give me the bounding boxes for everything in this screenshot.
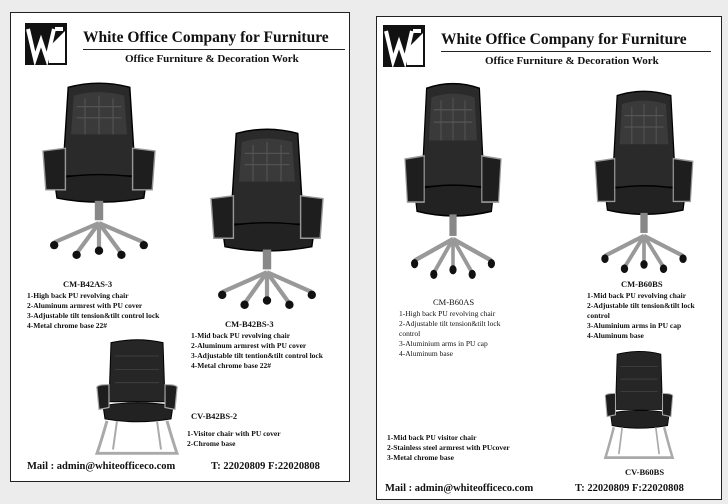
contact-email: Mail : admin@whiteofficeco.com <box>27 461 176 472</box>
feature-line: 4-Aluminum base <box>399 349 453 358</box>
product-features <box>387 433 510 463</box>
chair-photo-cv-b60bs <box>597 347 681 463</box>
product-code: CV-B42BS-2 <box>191 411 238 421</box>
header-divider <box>83 49 345 50</box>
product-features <box>587 291 695 341</box>
contact-email: Mail : admin@whiteofficeco.com <box>385 483 534 494</box>
product-code: CV-B60BS <box>625 467 665 477</box>
chair-photo-cm-b60bs <box>583 87 705 273</box>
feature-line: 2-Adjustable tilt tension&tilt lock <box>587 301 695 310</box>
brochure-page-left <box>10 12 350 482</box>
feature-line: 1-High back PU revolving chair <box>399 309 496 318</box>
chair-photo-cm-b42as-3 <box>29 79 169 259</box>
product-features <box>399 309 500 359</box>
product-code: CM-B60AS <box>433 297 475 307</box>
feature-line: control <box>587 311 610 320</box>
product-features <box>187 429 281 449</box>
company-name: White Office Company for Furniture <box>83 29 329 46</box>
product-features <box>191 331 323 371</box>
feature-line: 2-Aluminum armrest with PU cover <box>27 301 143 310</box>
feature-line: 1-Mid back PU visitor chair <box>387 433 477 442</box>
company-tagline: Office Furniture & Decoration Work <box>125 53 299 65</box>
feature-line: 1-Mid back PU revolving chair <box>587 291 687 300</box>
company-logo <box>25 23 67 65</box>
feature-line: 4-Aluminum base <box>587 331 644 340</box>
feature-line: 1-High back PU revolving chair <box>27 291 129 300</box>
brochure-page-right <box>376 16 722 500</box>
company-tagline: Office Furniture & Decoration Work <box>485 55 659 67</box>
feature-line: 3-Aluminium arms in PU cap <box>399 339 488 348</box>
feature-line: 3-Adjustable tilt tention&tilt control lock <box>191 351 323 360</box>
feature-line: 2-Chrome base <box>187 439 236 448</box>
contact-phone-fax: T: 22020809 F:22020808 <box>575 483 684 494</box>
feature-line: 2-Adjustable tilt tension&tilt lock <box>399 319 501 328</box>
feature-line: 3-Adjustable tilt tension&tilt control lock <box>27 311 160 320</box>
header-divider <box>441 51 711 52</box>
feature-line: control <box>399 329 421 338</box>
feature-line: 3-Metal chrome base <box>387 453 454 462</box>
company-logo <box>383 25 425 67</box>
feature-line: 4-Metal chrome base 22# <box>27 321 108 330</box>
feature-line: 1-Visitor chair with PU cover <box>187 429 281 438</box>
product-code: CM-B42BS-3 <box>225 319 274 329</box>
chair-photo-cm-b60as <box>393 79 513 279</box>
product-code: CM-B42AS-3 <box>63 279 113 289</box>
company-name: White Office Company for Furniture <box>441 31 687 48</box>
product-code: CM-B60BS <box>621 279 663 289</box>
chair-photo-cv-b42bs-2 <box>87 335 187 459</box>
product-features <box>27 291 159 331</box>
feature-line: 2-Stainless steel armrest with PUcover <box>387 443 510 452</box>
feature-line: 1-Mid back PU revolving chair <box>191 331 291 340</box>
feature-line: 2-Aluminum armrest with PU cover <box>191 341 307 350</box>
feature-line: 4-Metal chrome base 22# <box>191 361 272 370</box>
feature-line: 3-Aluminium arms in PU cap <box>587 321 682 330</box>
contact-phone-fax: T: 22020809 F:22020808 <box>211 461 320 472</box>
chair-photo-cm-b42bs-3 <box>197 125 337 309</box>
